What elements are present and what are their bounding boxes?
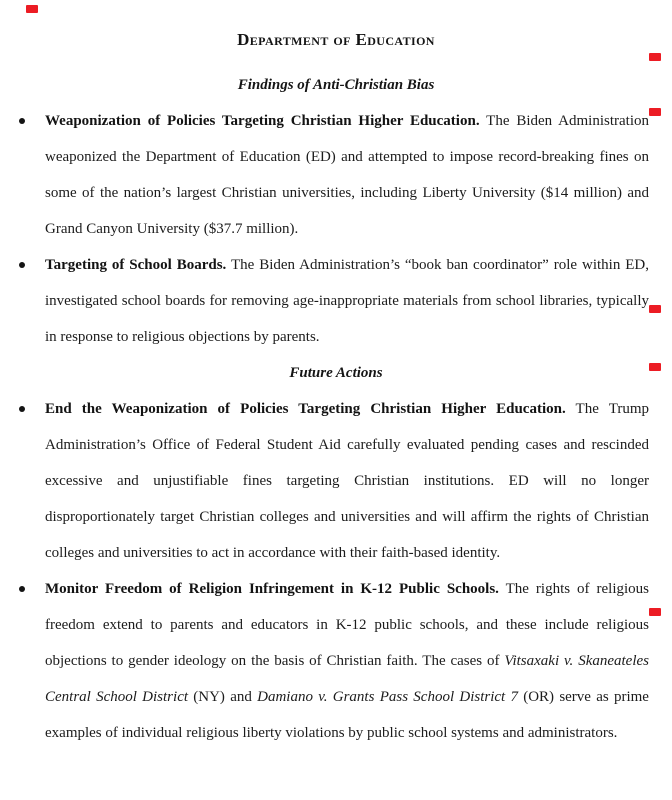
page-title: Department of Education: [237, 30, 435, 49]
section-heading: Future Actions: [289, 365, 383, 381]
bullet-icon: [19, 586, 25, 592]
bullet-item: [0, 103, 672, 247]
red-annotation-marker: [26, 5, 38, 13]
bullet-icon: [19, 262, 25, 268]
red-annotation-marker: [649, 108, 661, 116]
bullet-item: [0, 391, 672, 571]
bullet-icon: [19, 406, 25, 412]
bullet-text: End the Weaponization of Policies Targeting Christian Higher Education. The Trump Administration’s Office of Federal Student Aid carefully evaluated pending cases and rescinded excessive and unjustifiable fines targeting Christian institutions. ED will no longer disproportionately target Christian colleges and universities and will affirm the rights of Christian colleges and universities to act in accordance with their faith-based identity.: [45, 401, 649, 561]
bullet-item: [0, 571, 672, 751]
bullet-item: [0, 247, 672, 355]
case-name: Damiano v. Grants Pass School District 7: [257, 689, 518, 705]
case-name: Vitsaxaki v. Skaneateles Central School District: [45, 653, 649, 705]
document-body: [0, 67, 672, 751]
bullet-text: Targeting of School Boards. The Biden Administration’s “book ban coordinator” role within ED, investigated school boards for removing age-inappropriate materials from school libraries, typically in response to religious objections by parents.: [45, 257, 649, 345]
bullet-text: Monitor Freedom of Religion Infringement in K-12 Public Schools. The rights of religious freedom extend to parents and educators in K-12 public schools, and these include religious objections to gender ideology on the basis of Christian faith. The cases of Vitsaxaki v. Skaneateles Central School District (NY) and Damiano v. Grants Pass School District 7 (OR) serve as prime examples of individual religious liberty violations by public school systems and administrators.: [45, 581, 649, 741]
red-annotation-marker: [649, 53, 661, 61]
bullet-icon: [19, 118, 25, 124]
red-annotation-marker: [649, 305, 661, 313]
bullet-lead: Targeting of School Boards.: [45, 257, 227, 273]
red-annotation-marker: [649, 363, 661, 371]
bullet-lead: End the Weaponization of Policies Targeting Christian Higher Education.: [45, 401, 566, 417]
bullet-text: Weaponization of Policies Targeting Christian Higher Education. The Biden Administration weaponized the Department of Education (ED) and attempted to impose record-breaking fines on some of the nation’s largest Christian universities, including Liberty University ($14 million) and Grand Canyon University ($37.7 million).: [45, 113, 649, 237]
bullet-lead: Monitor Freedom of Religion Infringement in K-12 Public Schools.: [45, 581, 499, 597]
section-heading: Findings of Anti-Christian Bias: [237, 77, 435, 93]
red-annotation-marker: [649, 608, 661, 616]
bullet-lead: Weaponization of Policies Targeting Christian Higher Education.: [45, 113, 480, 129]
